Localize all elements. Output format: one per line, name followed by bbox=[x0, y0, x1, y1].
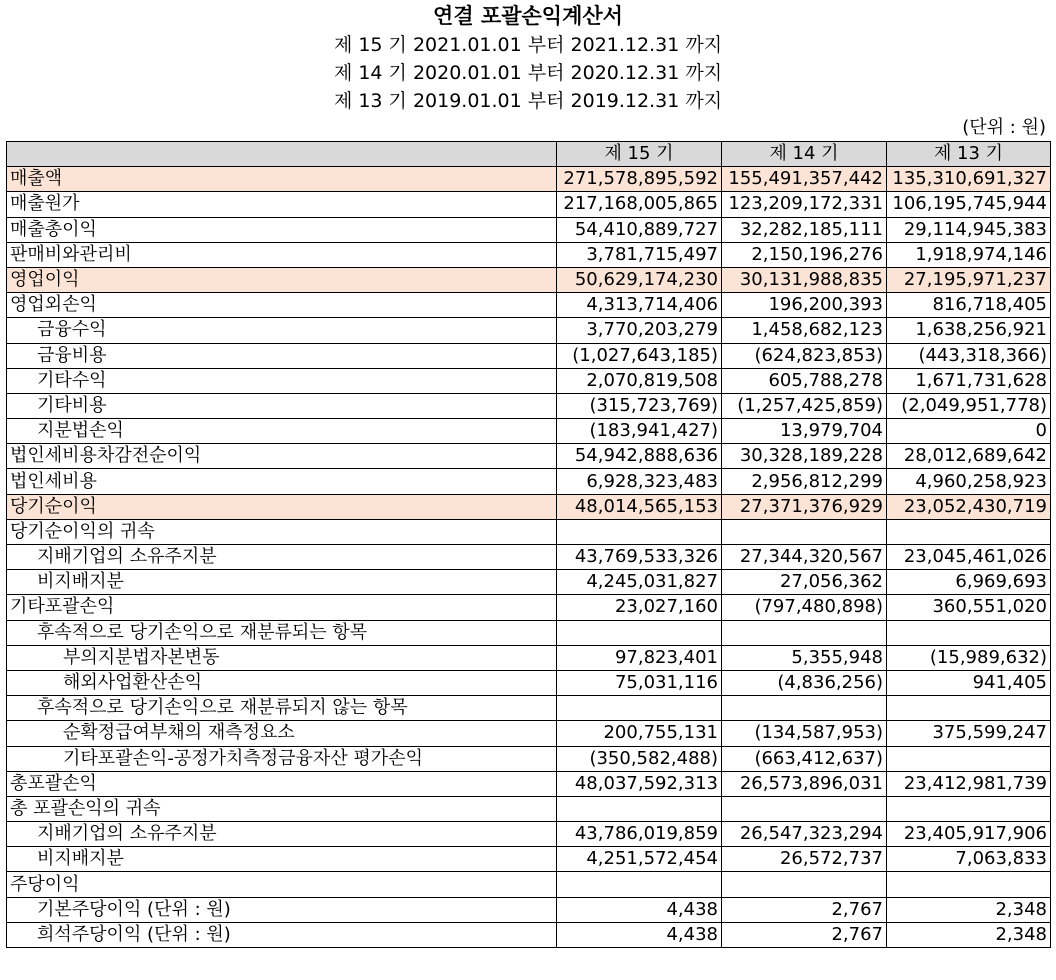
value-period-14: 27,344,320,567 bbox=[722, 545, 887, 570]
row-label: 법인세비용차감전순이익 bbox=[7, 444, 557, 469]
table-row bbox=[7, 771, 1051, 796]
table-row bbox=[7, 922, 1051, 947]
value-period-15: 271,578,895,592 bbox=[557, 167, 722, 192]
value-period-15: 75,031,116 bbox=[557, 670, 722, 695]
period-line-14: 제 14 기 2020.01.01 부터 2020.12.31 까지 bbox=[333, 62, 723, 84]
table-row bbox=[7, 570, 1051, 595]
table-row bbox=[7, 494, 1051, 519]
table-row bbox=[7, 192, 1051, 217]
table-row bbox=[7, 670, 1051, 695]
value-period-15: 217,168,005,865 bbox=[557, 192, 722, 217]
value-period-14 bbox=[722, 519, 887, 544]
table-row bbox=[7, 545, 1051, 570]
value-period-15: (350,582,488) bbox=[557, 746, 722, 771]
row-label: 금융수익 bbox=[7, 318, 557, 343]
row-label: 기본주당이익 (단위 : 원) bbox=[7, 897, 557, 922]
value-period-13: 135,310,691,327 bbox=[887, 167, 1051, 192]
table-row bbox=[7, 721, 1051, 746]
value-period-15: 2,070,819,508 bbox=[557, 368, 722, 393]
table-row bbox=[7, 242, 1051, 267]
row-label: 비지배지분 bbox=[7, 570, 557, 595]
value-period-15: 48,037,592,313 bbox=[557, 771, 722, 796]
table-row bbox=[7, 368, 1051, 393]
column-header-14: 제 14 기 bbox=[722, 142, 887, 167]
row-label: 매출총이익 bbox=[7, 217, 557, 242]
value-period-14: 27,371,376,929 bbox=[722, 494, 887, 519]
row-label: 지배기업의 소유주지분 bbox=[7, 822, 557, 847]
row-label: 총포괄손익 bbox=[7, 771, 557, 796]
value-period-13: 28,012,689,642 bbox=[887, 444, 1051, 469]
row-label: 주당이익 bbox=[7, 872, 557, 897]
column-header-15: 제 15 기 bbox=[557, 142, 722, 167]
value-period-14: 32,282,185,111 bbox=[722, 217, 887, 242]
value-period-14: (134,587,953) bbox=[722, 721, 887, 746]
value-period-13: 375,599,247 bbox=[887, 721, 1051, 746]
value-period-13 bbox=[887, 746, 1051, 771]
row-label: 부의지분법자본변동 bbox=[7, 645, 557, 670]
value-period-13: 1,638,256,921 bbox=[887, 318, 1051, 343]
table-row bbox=[7, 267, 1051, 292]
value-period-14 bbox=[722, 620, 887, 645]
column-header-13: 제 13 기 bbox=[887, 142, 1051, 167]
value-period-14 bbox=[722, 872, 887, 897]
value-period-15: 54,410,889,727 bbox=[557, 217, 722, 242]
value-period-14: 30,131,988,835 bbox=[722, 267, 887, 292]
value-period-13: (15,989,632) bbox=[887, 645, 1051, 670]
row-label: 매출원가 bbox=[7, 192, 557, 217]
row-label: 희석주당이익 (단위 : 원) bbox=[7, 922, 557, 947]
value-period-14: 26,547,323,294 bbox=[722, 822, 887, 847]
value-period-14: 26,572,737 bbox=[722, 847, 887, 872]
value-period-14: (624,823,853) bbox=[722, 343, 887, 368]
value-period-13 bbox=[887, 620, 1051, 645]
value-period-15: 23,027,160 bbox=[557, 595, 722, 620]
value-period-14: 5,355,948 bbox=[722, 645, 887, 670]
row-label: 판매비와관리비 bbox=[7, 242, 557, 267]
value-period-14: (4,836,256) bbox=[722, 670, 887, 695]
value-period-15: 48,014,565,153 bbox=[557, 494, 722, 519]
value-period-13: 7,063,833 bbox=[887, 847, 1051, 872]
value-period-14: 26,573,896,031 bbox=[722, 771, 887, 796]
value-period-15: 4,313,714,406 bbox=[557, 293, 722, 318]
value-period-13: 2,348 bbox=[887, 922, 1051, 947]
row-label: 영업이익 bbox=[7, 267, 557, 292]
value-period-13: 29,114,945,383 bbox=[887, 217, 1051, 242]
value-period-14: 123,209,172,331 bbox=[722, 192, 887, 217]
unit-note: (단위 : 원) bbox=[962, 117, 1046, 138]
table-row bbox=[7, 343, 1051, 368]
table-body bbox=[7, 167, 1051, 948]
row-label: 매출액 bbox=[7, 167, 557, 192]
value-period-15 bbox=[557, 696, 722, 721]
row-label: 당기순이익 bbox=[7, 494, 557, 519]
value-period-13: 23,405,917,906 bbox=[887, 822, 1051, 847]
header-label-cell bbox=[7, 142, 557, 167]
value-period-14: 2,767 bbox=[722, 897, 887, 922]
value-period-14: 13,979,704 bbox=[722, 419, 887, 444]
table-row bbox=[7, 822, 1051, 847]
value-period-13: 0 bbox=[887, 419, 1051, 444]
table-row bbox=[7, 519, 1051, 544]
value-period-15: 43,786,019,859 bbox=[557, 822, 722, 847]
value-period-13 bbox=[887, 872, 1051, 897]
value-period-13: 27,195,971,237 bbox=[887, 267, 1051, 292]
value-period-14: 2,150,196,276 bbox=[722, 242, 887, 267]
row-label: 비지배지분 bbox=[7, 847, 557, 872]
row-label: 총 포괄손익의 귀속 bbox=[7, 796, 557, 821]
value-period-15: 97,823,401 bbox=[557, 645, 722, 670]
table-row bbox=[7, 746, 1051, 771]
value-period-13 bbox=[887, 696, 1051, 721]
value-period-13: 23,045,461,026 bbox=[887, 545, 1051, 570]
value-period-15: 200,755,131 bbox=[557, 721, 722, 746]
table-row bbox=[7, 469, 1051, 494]
table-row bbox=[7, 696, 1051, 721]
table-row bbox=[7, 872, 1051, 897]
table-row bbox=[7, 318, 1051, 343]
table-row bbox=[7, 293, 1051, 318]
value-period-14: (797,480,898) bbox=[722, 595, 887, 620]
row-label: 기타포괄손익-공정가치측정금융자산 평가손익 bbox=[7, 746, 557, 771]
value-period-15: 43,769,533,326 bbox=[557, 545, 722, 570]
row-label: 영업외손익 bbox=[7, 293, 557, 318]
table-row bbox=[7, 217, 1051, 242]
value-period-15: (315,723,769) bbox=[557, 393, 722, 418]
table-row bbox=[7, 847, 1051, 872]
value-period-13: (443,318,366) bbox=[887, 343, 1051, 368]
row-label: 금융비용 bbox=[7, 343, 557, 368]
period-line-15: 제 15 기 2021.01.01 부터 2021.12.31 까지 bbox=[333, 34, 723, 56]
value-period-13: 106,195,745,944 bbox=[887, 192, 1051, 217]
row-label: 지분법손익 bbox=[7, 419, 557, 444]
row-label: 지배기업의 소유주지분 bbox=[7, 545, 557, 570]
value-period-15: (1,027,643,185) bbox=[557, 343, 722, 368]
value-period-13: 941,405 bbox=[887, 670, 1051, 695]
value-period-15 bbox=[557, 519, 722, 544]
table-row bbox=[7, 796, 1051, 821]
income-statement-table bbox=[6, 141, 1051, 948]
row-label: 법인세비용 bbox=[7, 469, 557, 494]
table-header-row bbox=[7, 142, 1051, 167]
row-label: 후속적으로 당기손익으로 재분류되지 않는 항목 bbox=[7, 696, 557, 721]
table-row bbox=[7, 444, 1051, 469]
table-row bbox=[7, 393, 1051, 418]
value-period-15: 3,781,715,497 bbox=[557, 242, 722, 267]
value-period-14: 27,056,362 bbox=[722, 570, 887, 595]
value-period-15 bbox=[557, 796, 722, 821]
table-row bbox=[7, 620, 1051, 645]
value-period-14: (1,257,425,859) bbox=[722, 393, 887, 418]
value-period-14: 155,491,357,442 bbox=[722, 167, 887, 192]
value-period-15: 4,438 bbox=[557, 922, 722, 947]
value-period-14: 605,788,278 bbox=[722, 368, 887, 393]
row-label: 순확정급여부채의 재측정요소 bbox=[7, 721, 557, 746]
value-period-14: 1,458,682,123 bbox=[722, 318, 887, 343]
value-period-13: 6,969,693 bbox=[887, 570, 1051, 595]
table-row bbox=[7, 167, 1051, 192]
value-period-15: 4,245,031,827 bbox=[557, 570, 722, 595]
row-label: 후속적으로 당기손익으로 재분류되는 항목 bbox=[7, 620, 557, 645]
value-period-15: 50,629,174,230 bbox=[557, 267, 722, 292]
value-period-15: 4,438 bbox=[557, 897, 722, 922]
table-row bbox=[7, 645, 1051, 670]
row-label: 기타포괄손익 bbox=[7, 595, 557, 620]
value-period-13: 1,671,731,628 bbox=[887, 368, 1051, 393]
value-period-15: 3,770,203,279 bbox=[557, 318, 722, 343]
value-period-14: 30,328,189,228 bbox=[722, 444, 887, 469]
value-period-15: 54,942,888,636 bbox=[557, 444, 722, 469]
table-row bbox=[7, 595, 1051, 620]
table-row bbox=[7, 419, 1051, 444]
value-period-13: 1,918,974,146 bbox=[887, 242, 1051, 267]
value-period-14: 2,767 bbox=[722, 922, 887, 947]
value-period-14: 2,956,812,299 bbox=[722, 469, 887, 494]
row-label: 기타수익 bbox=[7, 368, 557, 393]
value-period-15: 6,928,323,483 bbox=[557, 469, 722, 494]
value-period-14: (663,412,637) bbox=[722, 746, 887, 771]
value-period-13: (2,049,951,778) bbox=[887, 393, 1051, 418]
row-label: 당기순이익의 귀속 bbox=[7, 519, 557, 544]
value-period-13: 23,412,981,739 bbox=[887, 771, 1051, 796]
row-label: 해외사업환산손익 bbox=[7, 670, 557, 695]
value-period-13: 23,052,430,719 bbox=[887, 494, 1051, 519]
statement-title: 연결 포괄손익계산서 bbox=[433, 4, 623, 28]
value-period-13: 360,551,020 bbox=[887, 595, 1051, 620]
table-row bbox=[7, 897, 1051, 922]
value-period-15 bbox=[557, 872, 722, 897]
value-period-13 bbox=[887, 519, 1051, 544]
value-period-14 bbox=[722, 696, 887, 721]
period-line-13: 제 13 기 2019.01.01 부터 2019.12.31 까지 bbox=[333, 90, 723, 112]
value-period-15: (183,941,427) bbox=[557, 419, 722, 444]
value-period-13: 4,960,258,923 bbox=[887, 469, 1051, 494]
value-period-13: 816,718,405 bbox=[887, 293, 1051, 318]
value-period-14 bbox=[722, 796, 887, 821]
value-period-14: 196,200,393 bbox=[722, 293, 887, 318]
value-period-13 bbox=[887, 796, 1051, 821]
value-period-15: 4,251,572,454 bbox=[557, 847, 722, 872]
row-label: 기타비용 bbox=[7, 393, 557, 418]
value-period-15 bbox=[557, 620, 722, 645]
value-period-13: 2,348 bbox=[887, 897, 1051, 922]
